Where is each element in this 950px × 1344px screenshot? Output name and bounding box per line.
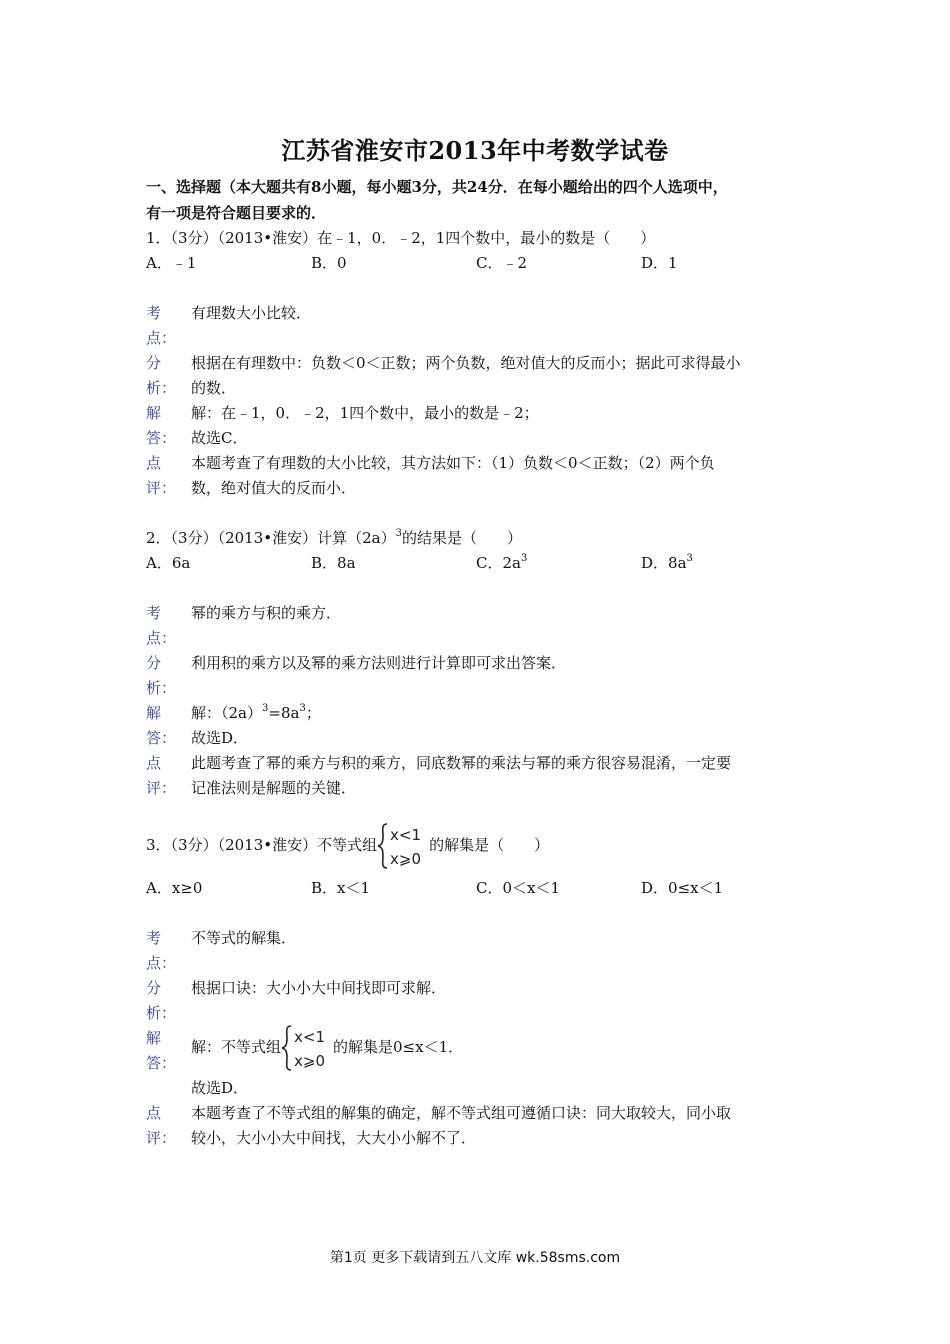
question-1-jieda: 故选C． bbox=[191, 429, 248, 447]
question-3-fenxi: 根据口诀：大小小大中间找即可求解． bbox=[191, 979, 447, 997]
question-3-dianping: 较小，大小小大中间找，大大小小解不了． bbox=[191, 1129, 477, 1147]
label-kaodian: 考 bbox=[146, 304, 162, 322]
section-heading-line2: 有一项是符合题目要求的． bbox=[146, 204, 327, 222]
stem-text: 的结果是（ ） bbox=[401, 529, 522, 547]
label-dianping: 点 bbox=[146, 754, 162, 772]
system-top: x<1 bbox=[294, 1028, 326, 1046]
question-1-option-c: C．﹣2 bbox=[476, 254, 528, 272]
stem-text: 2．（3分）（2013•淮安）计算（2a） bbox=[146, 529, 396, 547]
question-1-dianping: 数，绝对值大的反而小． bbox=[191, 479, 357, 497]
section-heading-line1: 一、选择题（本大题共有8小题，每小题3分，共24分．在每小题给出的四个人选项中， bbox=[146, 178, 728, 196]
question-2-dianping: 记准法则是解题的关键． bbox=[191, 779, 357, 797]
question-3-option-b: B．x＜1 bbox=[311, 879, 371, 897]
label-dianping: 点 bbox=[146, 1104, 162, 1122]
jieda-text: 的解集是0≤x＜1． bbox=[333, 1038, 464, 1056]
label-fenxi: 析： bbox=[146, 1004, 177, 1022]
question-1-dianping: 本题考查了有理数的大小比较，其方法如下：（1）负数＜0＜正数；（2）两个负 bbox=[191, 454, 715, 472]
label-dianping: 评： bbox=[146, 1129, 177, 1147]
label-jieda: 答： bbox=[146, 1054, 177, 1072]
stem-text: 的解集是（ ） bbox=[429, 836, 550, 854]
question-2-jieda bbox=[191, 702, 321, 723]
label-dianping: 评： bbox=[146, 779, 177, 797]
question-2-option-c bbox=[476, 552, 527, 573]
superscript: 3 bbox=[262, 703, 269, 714]
label-kaodian: 点： bbox=[146, 954, 177, 972]
label-jieda: 解 bbox=[146, 1029, 162, 1047]
question-1-fenxi: 的数． bbox=[191, 379, 237, 397]
question-2-kaodian: 幂的乘方与积的乘方． bbox=[191, 604, 342, 622]
question-3-option-d: D．0≤x＜1 bbox=[641, 879, 724, 897]
question-3-jieda: 故选D． bbox=[191, 1079, 249, 1097]
jieda-text: 解：（2a） bbox=[191, 704, 262, 722]
option-text: D．8a bbox=[641, 554, 687, 572]
system-top: x<1 bbox=[390, 826, 422, 844]
superscript: 3 bbox=[520, 553, 528, 564]
label-kaodian: 点： bbox=[146, 329, 177, 347]
label-kaodian: 点： bbox=[146, 629, 177, 647]
question-1-fenxi: 根据在有理数中：负数＜0＜正数；两个负数，绝对值大的反而小；据此可求得最小 bbox=[191, 354, 741, 372]
label-kaodian: 考 bbox=[146, 604, 162, 622]
question-3-stem bbox=[146, 822, 549, 870]
question-1-option-d: D．1 bbox=[641, 254, 678, 272]
jieda-text: ； bbox=[305, 704, 321, 722]
label-fenxi: 析： bbox=[146, 679, 177, 697]
superscript: 3 bbox=[299, 703, 306, 714]
question-2-dianping: 此题考查了幂的乘方与积的乘方，同底数幂的乘法与幂的乘方很容易混淆，一定要 bbox=[191, 754, 732, 772]
question-3-jieda bbox=[191, 1024, 463, 1072]
question-1-jieda: 解：在﹣1，0．﹣2，1四个数中，最小的数是﹣2； bbox=[191, 404, 539, 422]
question-3-option-a: A．x≥0 bbox=[146, 879, 203, 897]
question-3-dianping: 本题考查了不等式组的解集的确定，解不等式组可遵循口诀：同大取较大，同小取 bbox=[191, 1104, 732, 1122]
superscript: 3 bbox=[686, 553, 693, 564]
inequality-system bbox=[281, 1024, 333, 1072]
label-dianping: 点 bbox=[146, 454, 162, 472]
label-fenxi: 分 bbox=[146, 979, 162, 997]
label-dianping: 评： bbox=[146, 479, 177, 497]
system-bottom: x⩾0 bbox=[294, 1052, 326, 1070]
brace-icon bbox=[281, 1024, 333, 1072]
stem-text: 3．（3分）（2013•淮安）不等式组 bbox=[146, 836, 378, 854]
page-footer: 第1页 更多下载请到五八文库 wk.58sms.com bbox=[329, 1250, 621, 1266]
superscript: 3 bbox=[395, 528, 402, 539]
question-1-option-b: B．0 bbox=[311, 254, 347, 272]
label-fenxi: 分 bbox=[146, 354, 162, 372]
question-2-option-b: B．8a bbox=[311, 554, 356, 572]
question-2-fenxi: 利用积的乘方以及幂的乘方法则进行计算即可求出答案． bbox=[191, 654, 567, 672]
question-2-stem bbox=[146, 527, 522, 548]
label-fenxi: 分 bbox=[146, 654, 162, 672]
question-3-option-c: C．0＜x＜1 bbox=[476, 879, 561, 897]
label-fenxi: 析： bbox=[146, 379, 177, 397]
jieda-text: 解：不等式组 bbox=[191, 1038, 282, 1056]
question-3-kaodian: 不等式的解集． bbox=[191, 929, 297, 947]
question-1-stem: 1．（3分）（2013•淮安）在﹣1，0．﹣2，1四个数中，最小的数是（ ） bbox=[146, 229, 656, 247]
question-2-option-d bbox=[641, 552, 693, 573]
question-1-kaodian: 有理数大小比较． bbox=[191, 304, 312, 322]
label-kaodian: 考 bbox=[146, 929, 162, 947]
inequality-system bbox=[377, 822, 429, 870]
option-text: C．2a bbox=[476, 554, 521, 572]
question-1-option-a: A．﹣1 bbox=[146, 254, 197, 272]
jieda-text: =8a bbox=[268, 704, 300, 722]
label-jieda: 解 bbox=[146, 704, 162, 722]
question-2-jieda: 故选D． bbox=[191, 729, 249, 747]
label-jieda: 答： bbox=[146, 729, 177, 747]
brace-icon bbox=[377, 822, 429, 870]
system-bottom: x⩾0 bbox=[390, 850, 422, 868]
page-title: 江苏省淮安市2013年中考数学试卷 bbox=[281, 136, 669, 165]
label-jieda: 解 bbox=[146, 404, 162, 422]
label-jieda: 答： bbox=[146, 429, 177, 447]
question-2-option-a: A．6a bbox=[146, 554, 191, 572]
